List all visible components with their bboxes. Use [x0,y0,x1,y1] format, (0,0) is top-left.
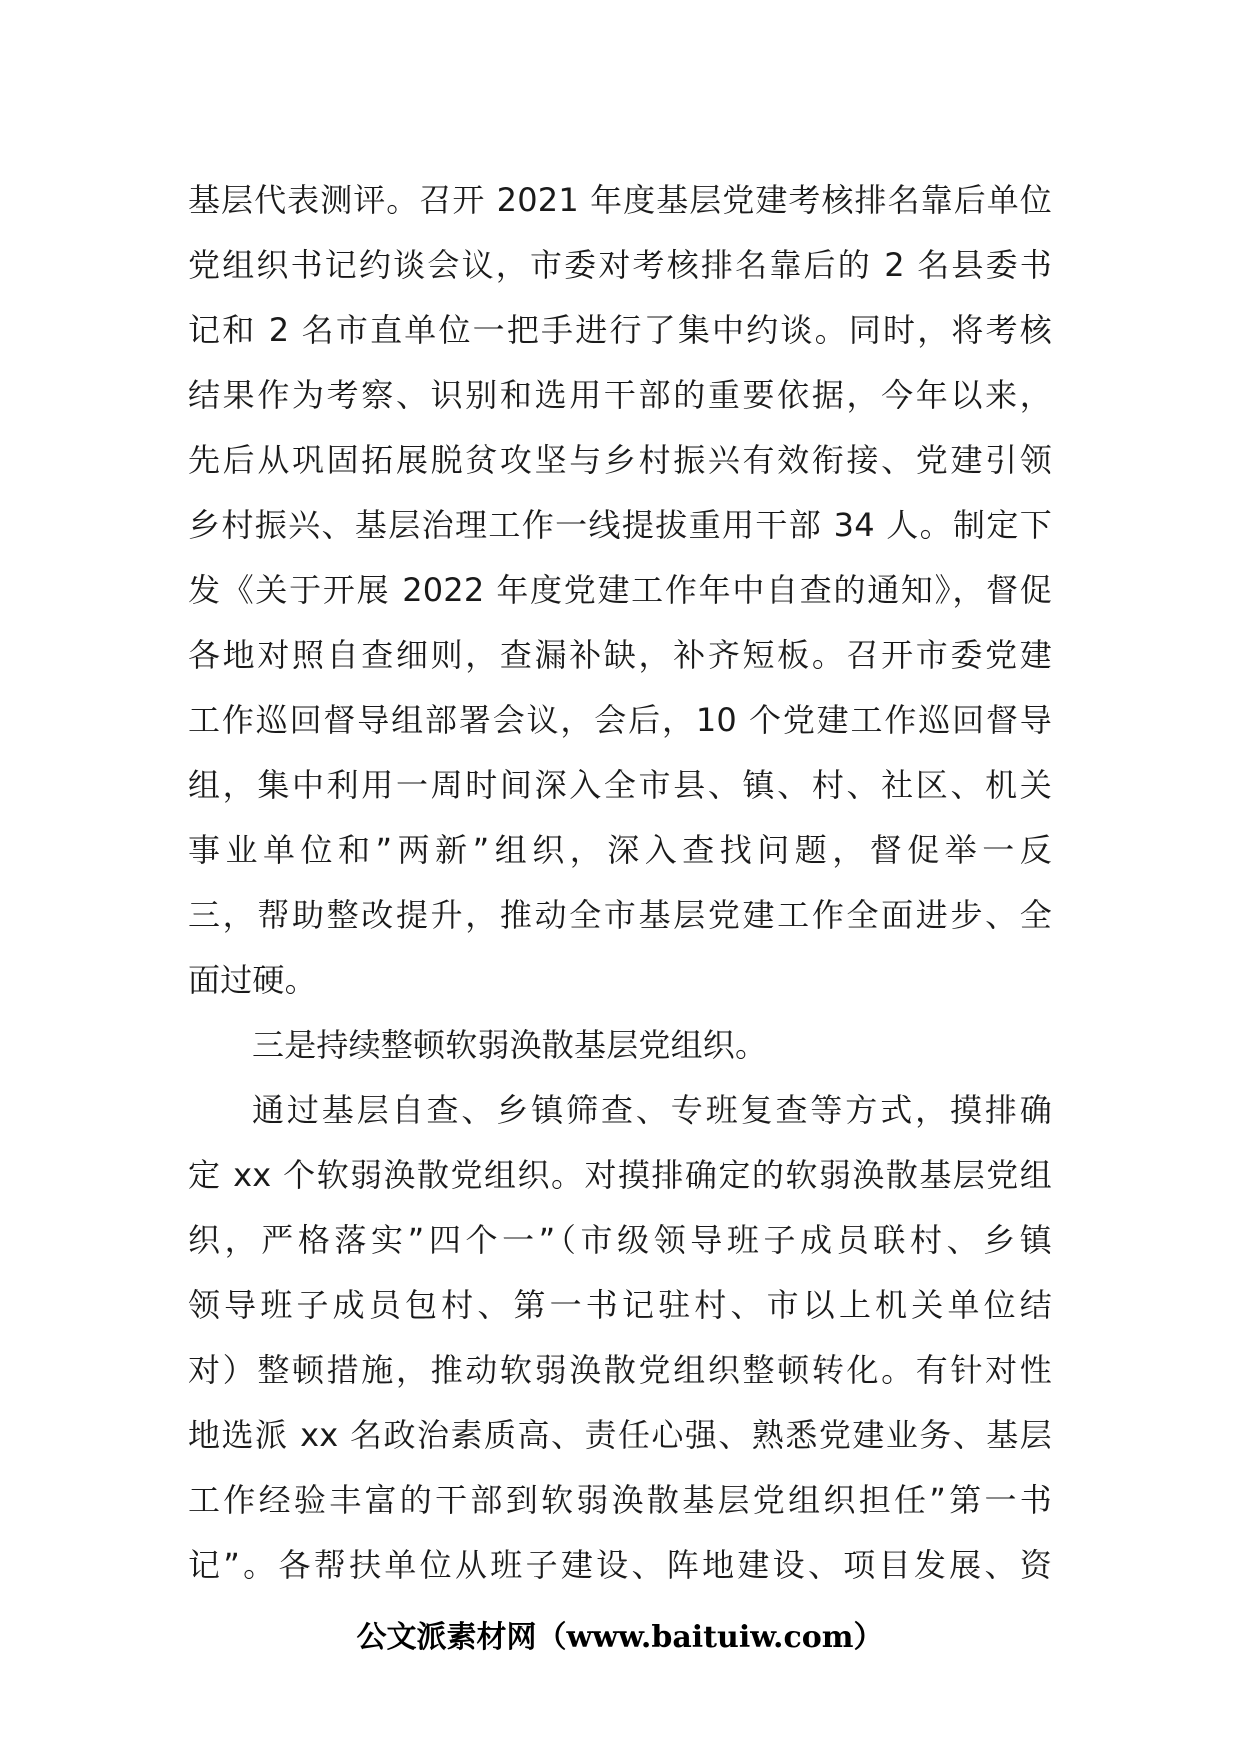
text-line: 组，集中利用一周时间深入全市县、镇、村、社区、机关 [188,766,1052,804]
text-line: 基层代表测评。召开 2021 年度基层党建考核排名靠后单位 [188,181,1052,219]
text-line: 三，帮助整改提升，推动全市基层党建工作全面进步、全 [188,896,1052,934]
text-line: 乡村振兴、基层治理工作一线提拔重用干部 34 人。制定下 [188,506,1052,544]
text-line: 定 xx 个软弱涣散党组织。对摸排确定的软弱涣散基层党组 [188,1156,1052,1194]
text-line: 先后从巩固拓展脱贫攻坚与乡村振兴有效衔接、党建引领 [188,441,1052,479]
text-line: 党组织书记约谈会议，市委对考核排名靠后的 2 名县委书 [188,246,1052,284]
text-line: 地选派 xx 名政治素质高、责任心强、熟悉党建业务、基层 [188,1416,1052,1454]
document-body [188,168,1052,1598]
paragraph-1 [188,168,1052,1013]
section-heading: 三是持续整顿软弱涣散基层党组织。 [252,1026,768,1064]
text-line: 发《关于开展 2022 年度党建工作年中自查的通知》，督促 [188,571,1052,609]
text-line: 通过基层自查、乡镇筛查、专班复查等方式，摸排确 [252,1091,1052,1129]
text-line: 记和 2 名市直单位一把手进行了集中约谈。同时，将考核 [188,311,1052,349]
text-line: 各地对照自查细则，查漏补缺，补齐短板。召开市委党建 [188,636,1052,674]
text-line: 领导班子成员包村、第一书记驻村、市以上机关单位结 [188,1286,1052,1324]
text-line: 事业单位和”两新”组织，深入查找问题，督促举一反 [188,831,1052,869]
footer-watermark: 公文派素材网（www.baituiw.com） [356,1620,884,1655]
text-line: 工作经验丰富的干部到软弱涣散基层党组织担任”第一书 [188,1481,1052,1519]
text-line: 结果作为考察、识别和选用干部的重要依据，今年以来， [188,376,1052,414]
text-line: 面过硬。 [188,961,317,999]
text-line: 工作巡回督导组部署会议，会后，10 个党建工作巡回督导 [188,701,1052,739]
paragraph-2 [188,1078,1052,1598]
text-line: 记”。各帮扶单位从班子建设、阵地建设、项目发展、资 [188,1546,1052,1584]
text-line: 对）整顿措施，推动软弱涣散党组织整顿转化。有针对性 [188,1351,1052,1389]
text-line: 织，严格落实”四个一”（市级领导班子成员联村、乡镇 [188,1221,1052,1259]
